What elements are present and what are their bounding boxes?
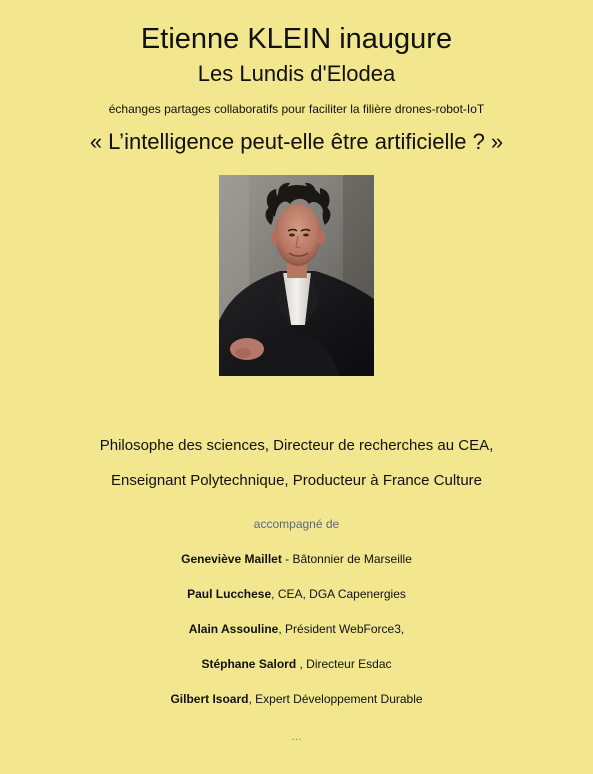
participant-item bbox=[0, 621, 593, 637]
speaker-portrait-image bbox=[219, 175, 374, 376]
participant-item bbox=[0, 551, 593, 567]
speaker-description-line: Enseignant Polytechnique, Producteur à France Culture bbox=[110, 472, 483, 489]
event-series-name: Les Lundis d'Elodea bbox=[197, 61, 396, 86]
participant-name: Stéphane Salord bbox=[201, 657, 297, 671]
event-question: « L’intelligence peut-elle être artificielle ? » bbox=[89, 129, 504, 154]
participant-role: , Directeur Esdac bbox=[296, 657, 392, 671]
speaker-description-line: Philosophe des sciences, Directeur de recherches au CEA, bbox=[99, 437, 494, 454]
participant-role: , CEA, DGA Capenergies bbox=[271, 587, 406, 601]
participant-item bbox=[0, 586, 593, 602]
participant-role: - Bâtonnier de Marseille bbox=[281, 552, 412, 566]
participant-name: Paul Lucchese bbox=[187, 587, 272, 601]
event-tagline: échanges partages collaboratifs pour faciliter la filière drones-robot-IoT bbox=[108, 102, 485, 116]
event-title: Etienne KLEIN inaugure bbox=[140, 23, 453, 55]
participant-item bbox=[0, 691, 593, 707]
participant-name: Alain Assouline bbox=[188, 622, 279, 636]
accompanied-by-label: accompagné de bbox=[253, 517, 340, 531]
participant-role: , Expert Développement Durable bbox=[248, 692, 423, 706]
more-participants-ellipsis: ... bbox=[291, 729, 302, 743]
participant-item bbox=[0, 656, 593, 672]
participant-role: , Président WebForce3, bbox=[278, 622, 405, 636]
participant-name: Gilbert Isoard bbox=[170, 692, 249, 706]
participant-name: Geneviève Maillet bbox=[181, 552, 282, 566]
